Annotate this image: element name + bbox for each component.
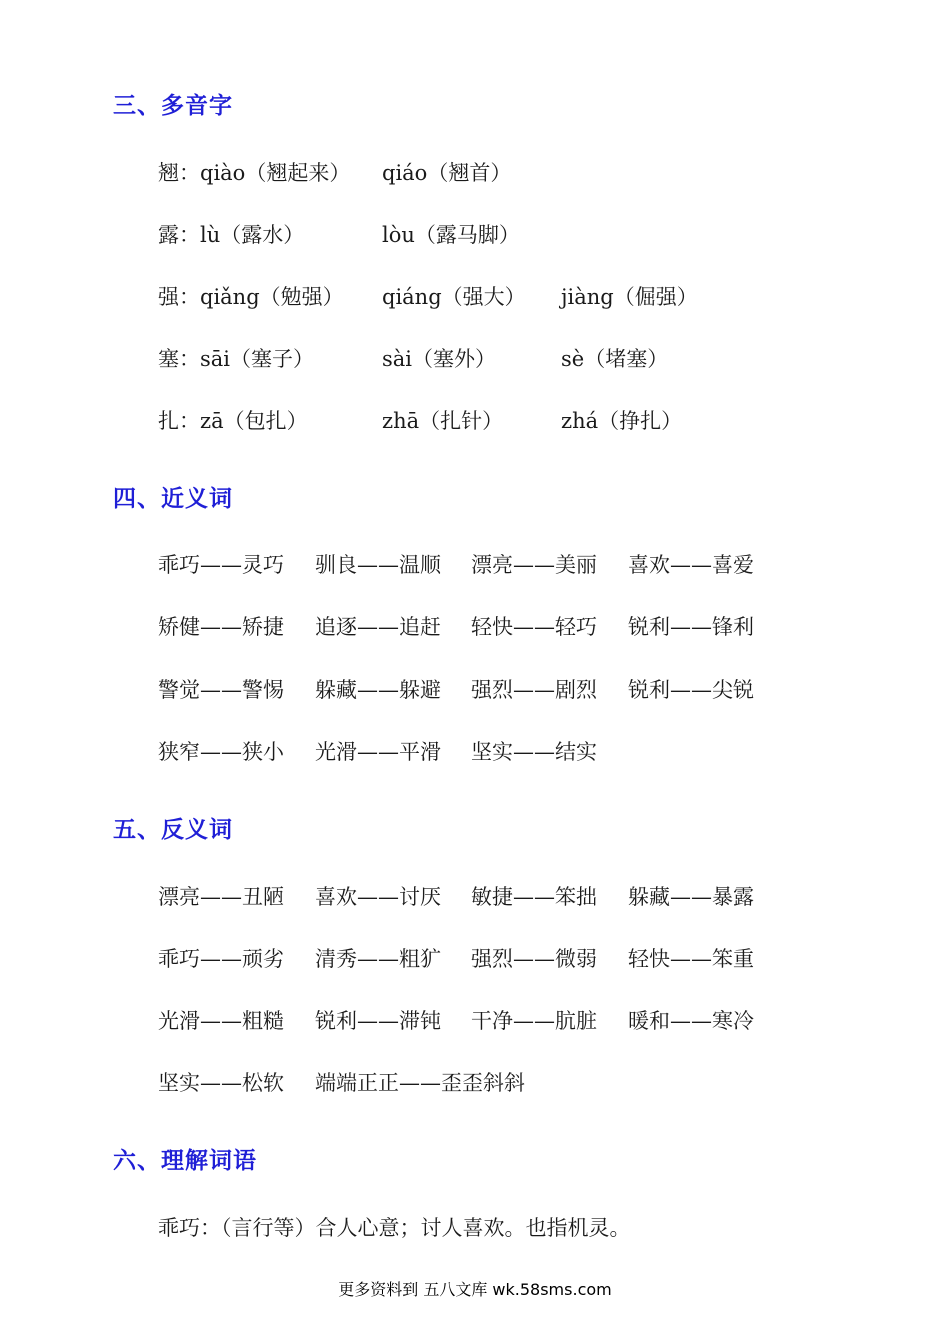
antonym-pair: 干净——肮脏 [471, 1009, 597, 1033]
antonym-pair: 敏捷——笨拙 [471, 885, 597, 909]
polyphone-entry: jiàng（倔强） [561, 285, 698, 309]
synonym-pair: 矫健——矫捷 [158, 615, 284, 639]
synonym-pair: 光滑——平滑 [315, 740, 441, 764]
antonym-pair: 乖巧——顽劣 [158, 947, 284, 971]
antonym-pair: 强烈——微弱 [471, 947, 597, 971]
footer-source: 更多资料到 五八文库 wk.58sms.com [338, 1280, 612, 1299]
antonym-pair: 躲藏——暴露 [628, 885, 754, 909]
antonym-pair: 锐利——滞钝 [315, 1009, 441, 1033]
polyphone-entry: sè（堵塞） [561, 347, 669, 371]
antonym-pair: 轻快——笨重 [628, 947, 754, 971]
antonym-pair: 喜欢——讨厌 [315, 885, 441, 909]
polyphone-entry: zhā（扎针） [382, 409, 504, 433]
polyphone-entry: zhá（挣扎） [561, 409, 683, 433]
polyphone-entry: 强：qiǎng（勉强） [158, 285, 344, 309]
synonym-pair: 乖巧——灵巧 [158, 553, 284, 577]
polyphone-entry: sài（塞外） [382, 347, 497, 371]
synonym-pair: 漂亮——美丽 [471, 553, 597, 577]
synonym-pair: 警觉——警惕 [158, 678, 284, 702]
polyphone-entry: 扎：zā（包扎） [158, 409, 308, 433]
polyphone-entry: 翘：qiào（翘起来） [158, 161, 351, 185]
synonym-pair: 坚实——结实 [471, 740, 597, 764]
polyphone-entry: lòu（露马脚） [382, 223, 520, 247]
antonym-pair: 光滑——粗糙 [158, 1009, 284, 1033]
antonym-pair: 暖和——寒冷 [628, 1009, 754, 1033]
polyphone-entry: qiáng（强大） [382, 285, 526, 309]
polyphone-entry: 塞：sāi（塞子） [158, 347, 315, 371]
antonym-pair: 漂亮——丑陋 [158, 885, 284, 909]
antonym-pair: 清秀——粗犷 [315, 947, 441, 971]
synonym-pair: 追逐——追赶 [315, 615, 441, 639]
antonym-pair: 端端正正——歪歪斜斜 [315, 1071, 525, 1095]
synonym-pair: 轻快——轻巧 [471, 615, 597, 639]
polyphone-entry: 露：lù（露水） [158, 223, 305, 247]
polyphone-entry: qiáo（翘首） [382, 161, 512, 185]
synonym-pair: 狭窄——狭小 [158, 740, 284, 764]
synonym-pair: 躲藏——躲避 [315, 678, 441, 702]
synonym-pair: 锐利——锋利 [628, 615, 754, 639]
synonym-pair: 强烈——剧烈 [471, 678, 597, 702]
synonym-pair: 锐利——尖锐 [628, 678, 754, 702]
synonym-pair: 喜欢——喜爱 [628, 553, 754, 577]
section-heading-synonyms: 四、近义词 [113, 486, 233, 512]
section-heading-polyphones: 三、多音字 [113, 93, 233, 119]
definition-text: 乖巧：（言行等）合人心意；讨人喜欢。也指机灵。 [158, 1216, 631, 1240]
section-heading-antonyms: 五、反义词 [113, 817, 233, 843]
antonym-pair: 坚实——松软 [158, 1071, 284, 1095]
synonym-pair: 驯良——温顺 [315, 553, 441, 577]
section-heading-word-meaning: 六、理解词语 [113, 1148, 257, 1174]
